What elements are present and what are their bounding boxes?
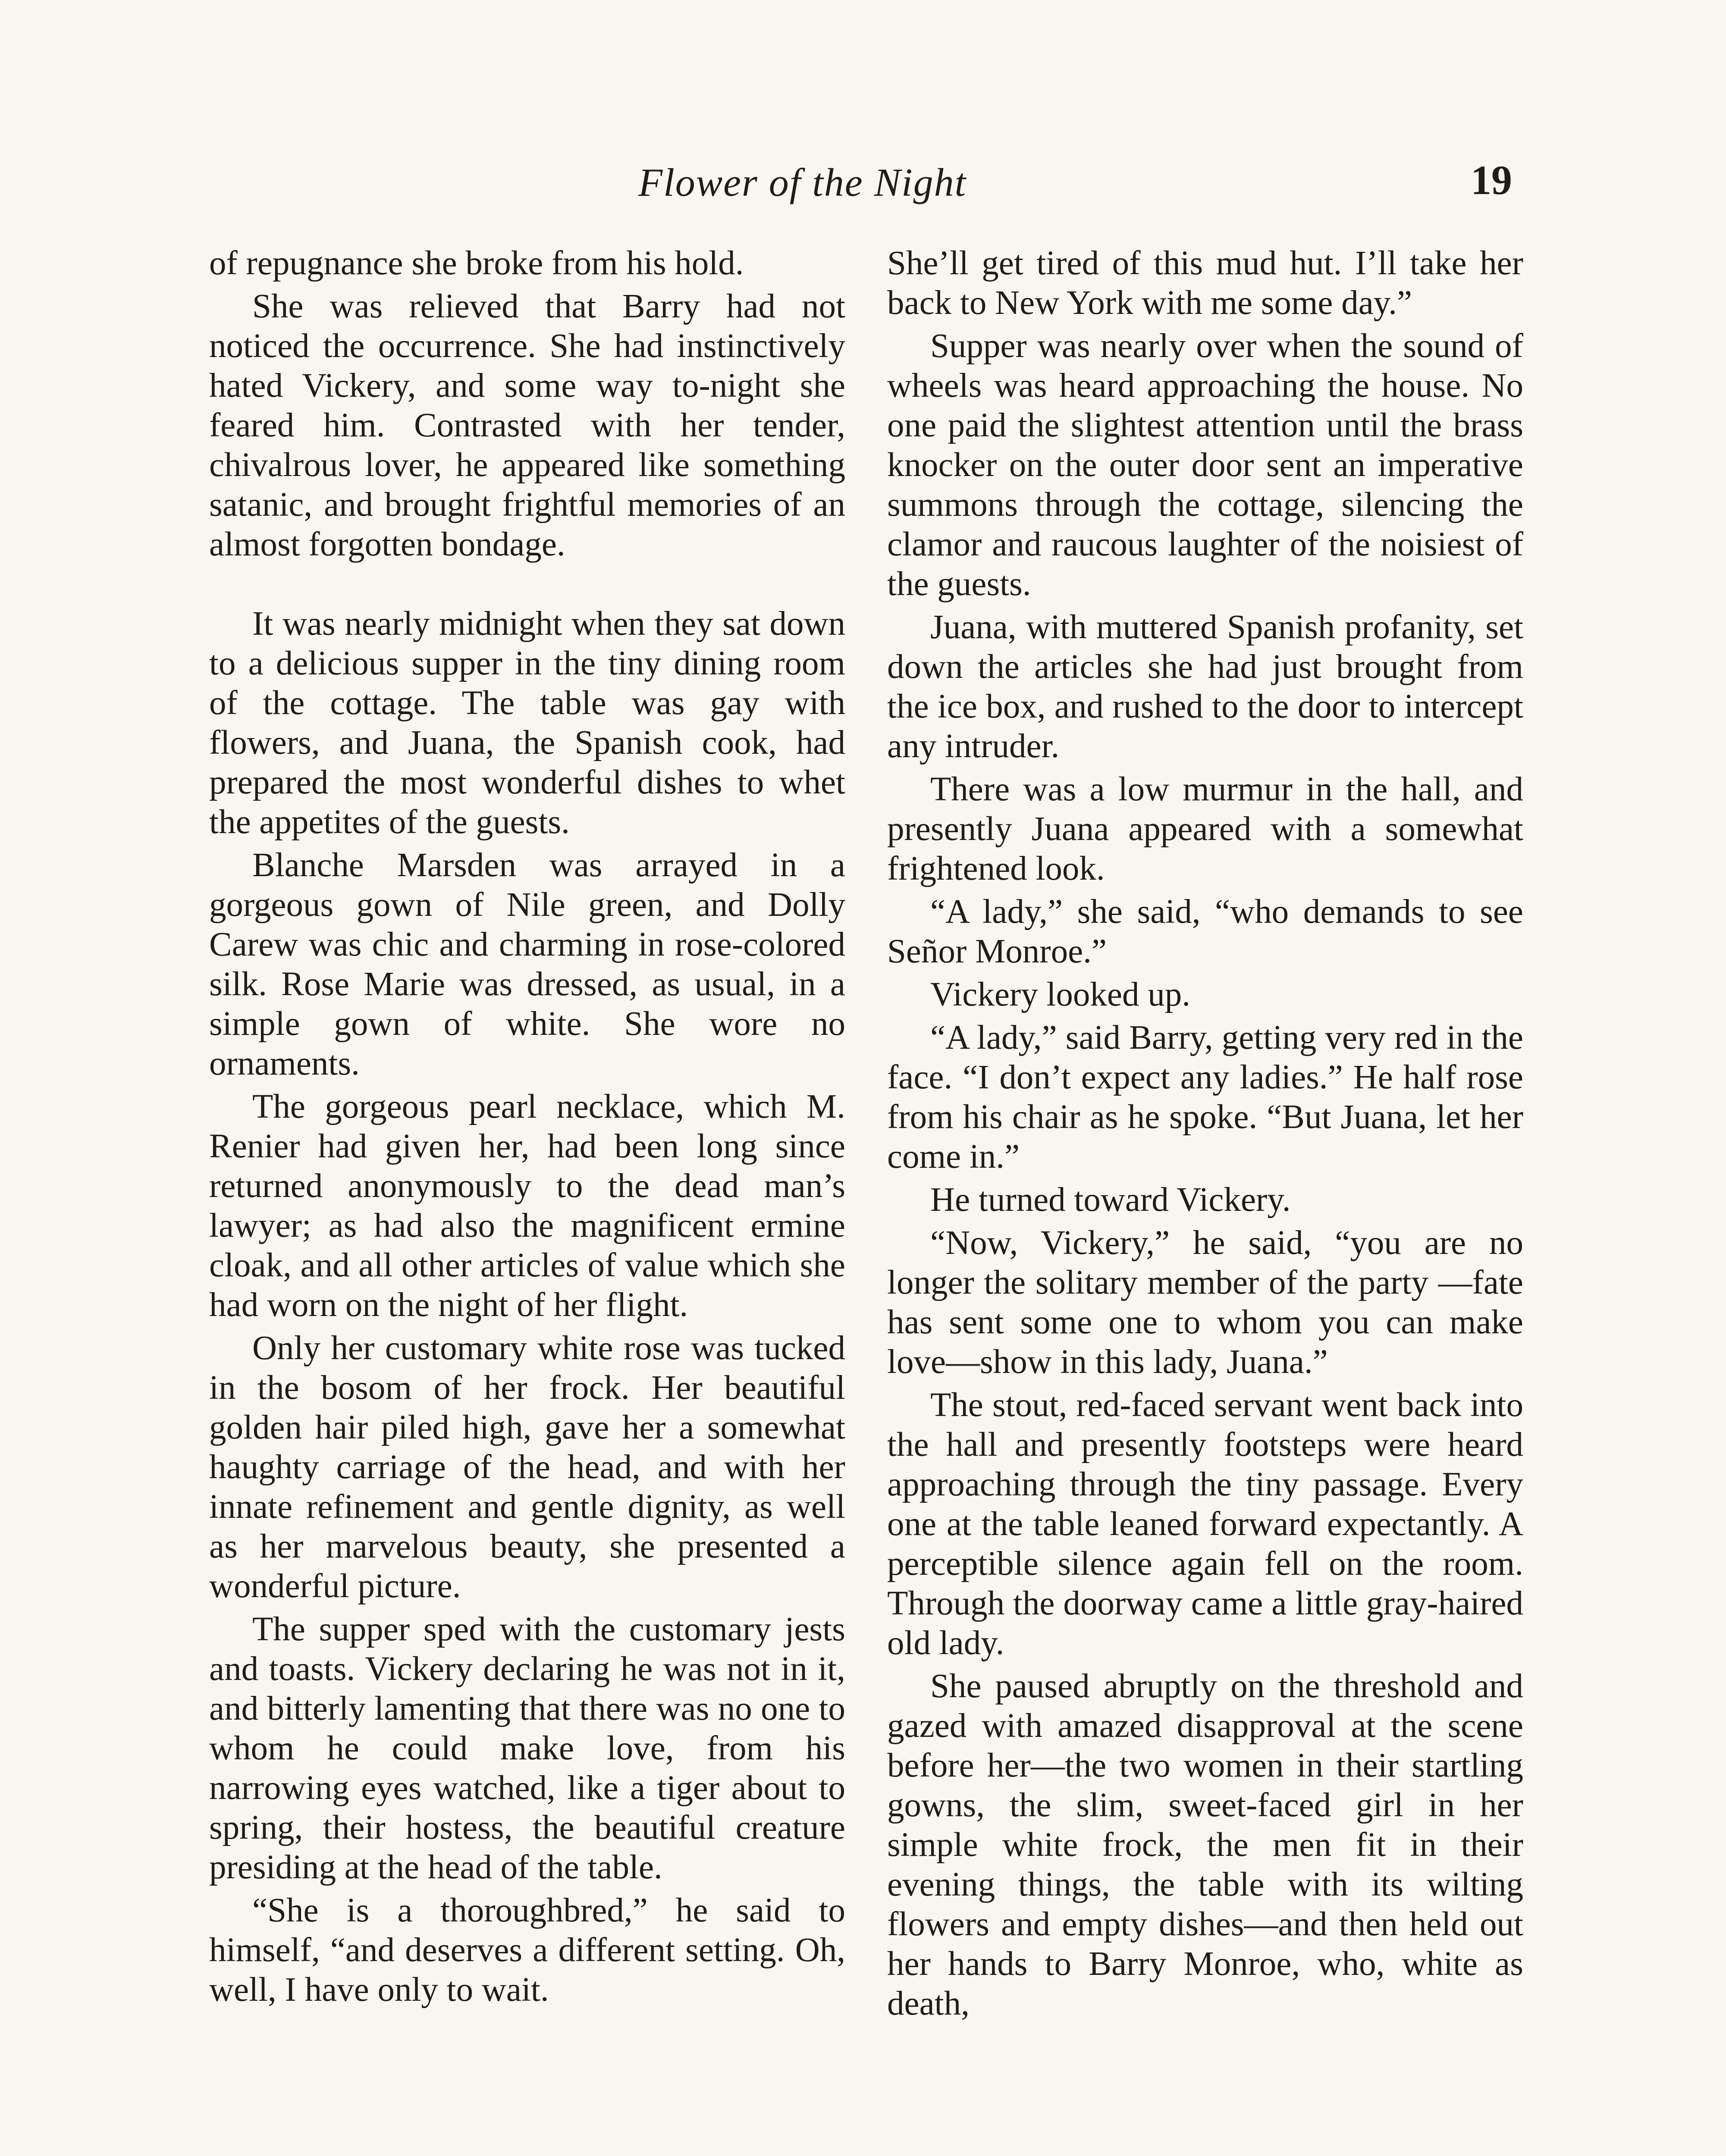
paragraph: The supper sped with the customary jests and toasts. Vickery declaring he was not in it, and bitterly lamenting that there was no one to whom he could make love, from his narrowing eyes watched, like a tiger about to spring, their hostess, the beautiful creature presiding at the head of the table. xyxy=(209,1611,845,1886)
paragraph: Only her customary white rose was tucked in the bosom of her frock. Her beautiful golden hair piled high, gave her a somewhat haughty carriage of the head, and with her innate refinement and gentle dignity, as well as her marvelous beauty, she presented a wonderful picture. xyxy=(209,1329,845,1605)
paragraph: of repugnance she broke from his hold. xyxy=(209,244,744,282)
paragraph: The gorgeous pearl necklace, which M. Renier had given her, had been long since returned anonymously to the dead man’s lawyer; as had also the magnificent ermine cloak, and all other articles of value which she had worn on the night of her flight. xyxy=(209,1088,845,1324)
page-number: 19 xyxy=(1471,157,1512,203)
paragraph: It was nearly midnight when they sat down to a delicious supper in the tiny dining room of the cottage. The table was gay with flowers, and Juana, the Spanish cook, had prepared the most wonderful dishes to whet the appetites of the guests. xyxy=(209,605,845,841)
paragraph: “A lady,” said Barry, getting very red in the face. “I don’t expect any ladies.” He half rose from his chair as he spoke. “But Juana, let her come in.” xyxy=(887,1019,1523,1175)
paragraph: Vickery looked up. xyxy=(930,976,1190,1013)
paragraph: She was relieved that Barry had not noticed the occurrence. She had instinctively hated Vickery, and some way to-night she feared him. Contrasted with her tender, chivalrous lover, he appeared like something satanic, and brought frightful memories of an almost forgotten bondage. xyxy=(209,288,845,563)
paragraph: “Now, Vickery,” he said, “you are no longer the solitary member of the party —fate has sent some one to whom you can make love—show in this lady, Juana.” xyxy=(887,1224,1523,1381)
paragraph: The stout, red-faced servant went back into the hall and presently footsteps were heard approaching through the tiny passage. Every one at the table leaned forward expectantly. A perceptible silence again fell on the room. Through the doorway came a little gray-haired old lady. xyxy=(887,1386,1523,1662)
paragraph: There was a low murmur in the hall, and presently Juana appeared with a somewhat frightened look. xyxy=(887,771,1523,887)
paragraph: Blanche Marsden was arrayed in a gorgeous gown of Nile green, and Dolly Carew was chic and charming in rose-colored silk. Rose Marie was dressed, as usual, in a simple gown of white. She wore no ornaments. xyxy=(209,846,845,1082)
paragraph: “A lady,” she said, “who demands to see Señor Monroe.” xyxy=(887,893,1523,970)
paragraph: “She is a thoroughbred,” he said to himself, “and deserves a different setting. Oh, well, I have only to wait. xyxy=(209,1892,845,2009)
paragraph: Juana, with muttered Spanish profanity, set down the articles she had just brought from the ice box, and rushed to the door to intercept any intruder. xyxy=(887,608,1523,765)
paragraph: She paused abruptly on the threshold and gazed with amazed disapproval at the scene before her—the two women in their startling gowns, the slim, sweet-faced girl in her simple white frock, the men fit in their evening things, the table with its wilting flowers and empty dishes—and then held out her hands to Barry Monroe, who, white as death, xyxy=(887,1667,1523,2022)
paragraph: Supper was nearly over when the sound of wheels was heard approaching the house. No one paid the slightest attention until the brass knocker on the outer door sent an imperative summons through the cottage, silencing the clamor and raucous laughter of the noisiest of the guests. xyxy=(887,327,1523,603)
paragraph: He turned toward Vickery. xyxy=(930,1181,1291,1219)
running-head-title: Flower of the Night xyxy=(638,160,967,204)
paragraph: She’ll get tired of this mud hut. I’ll take her back to New York with me some day.” xyxy=(887,244,1523,322)
left-column xyxy=(209,244,845,2013)
right-column xyxy=(887,244,1523,2027)
